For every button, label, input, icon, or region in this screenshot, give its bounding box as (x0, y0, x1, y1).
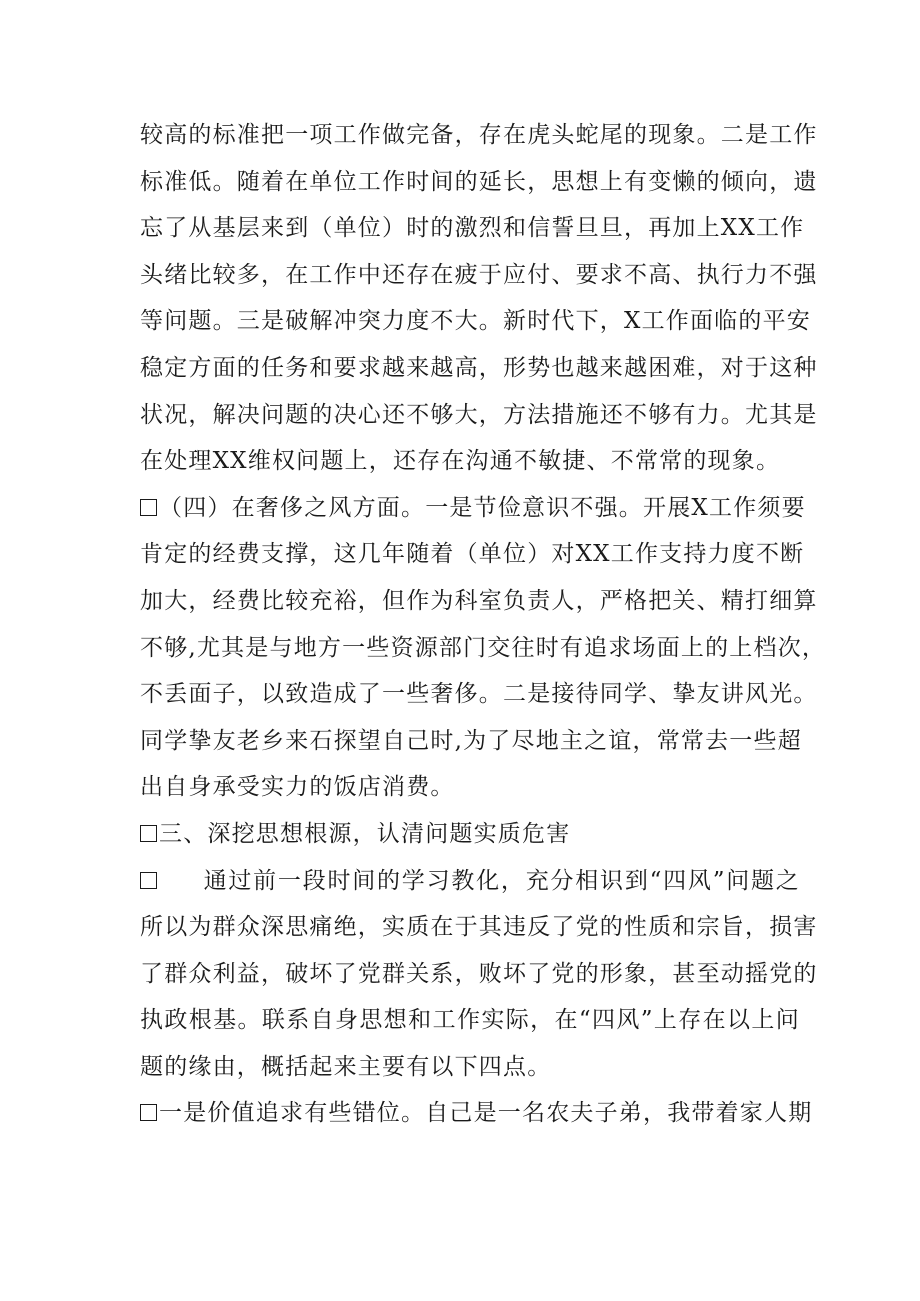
text-line-content: 通过前一段时间的学习教化，充分相识到“四风”问题之 (203, 867, 800, 894)
text-line: 不丢面子，以致造成了一些奢侈。二是接待同学、挚友讲风光。 (140, 681, 818, 708)
document-body-text (140, 112, 827, 1137)
paragraph-extravagance (140, 485, 827, 811)
text-line: 等问题。三是破解冲突力度不大。新时代下，X工作面临的平安 (140, 308, 811, 335)
text-line: 了群众利益，破坏了党群关系，败坏了党的形象，甚至动摇党的 (140, 960, 818, 987)
text-line: 稳定方面的任务和要求越来越高，形势也越来越困难，对于这种 (140, 354, 818, 381)
text-line: 同学挚友老乡来石探望自己时,为了尽地主之谊，常常去一些超 (140, 727, 802, 754)
text-line-with-marker (140, 485, 806, 532)
text-line: 忘了从基层来到（单位）时的激烈和信誓旦旦，再加上XX工作 (140, 215, 805, 242)
text-line: 头绪比较多，在工作中还存在疲于应付、要求不高、执行力不强 (140, 261, 818, 288)
paragraph-work-standards (140, 112, 818, 485)
paragraph-root-causes (140, 858, 818, 1091)
text-line: 出自身承受实力的饭店消费。 (140, 774, 455, 801)
section-heading (140, 811, 800, 858)
text-line: 标准低。随着在单位工作时间的延长，思想上有变懒的倾向，遗 (140, 168, 818, 195)
text-line: 题的缘由，概括起来主要有以下四点。 (140, 1053, 552, 1080)
text-line: 不够,尤其是与地方一些资源部门交往时有追求场面上的上档次， (140, 634, 827, 661)
text-line: 所以为群众深思痛绝，实质在于其违反了党的性质和宗旨，损害 (140, 914, 818, 941)
text-line: 在处理XX维权问题上，还存在沟通不敏捷、不常常的现象。 (140, 448, 781, 475)
text-line-with-marker (140, 811, 800, 858)
checkbox-square-icon (140, 872, 157, 889)
text-line-with-marker (140, 858, 800, 905)
text-line-content: （四）在奢侈之风方面。一是节俭意识不强。开展X工作须要 (159, 494, 806, 521)
checkbox-square-icon (140, 499, 157, 516)
text-line: 肯定的经费支撑，这几年随着（单位）对XX工作支持力度不断 (140, 541, 805, 568)
text-line: 加大，经费比较充裕，但作为科室负责人，严格把关、精打细算 (140, 587, 818, 614)
checkbox-square-icon (140, 825, 157, 842)
text-line: 执政根基。联系自身思想和工作实际，在“四风”上存在以上问 (140, 1007, 800, 1034)
checkbox-square-icon (140, 1104, 157, 1121)
section-heading-text: 三、深挖思想根源，认清问题实质危害 (159, 820, 571, 847)
paragraph-value-pursuit (140, 1090, 813, 1137)
text-line-content: 一是价值追求有些错位。自己是一名农夫子弟，我带着家人期 (159, 1100, 813, 1127)
text-line: 状况，解决问题的决心还不够大，方法措施还不够有力。尤其是 (140, 401, 818, 428)
text-line-with-marker (140, 1090, 813, 1137)
text-line: 较高的标准把一项工作做完备，存在虎头蛇尾的现象。二是工作 (140, 122, 818, 148)
